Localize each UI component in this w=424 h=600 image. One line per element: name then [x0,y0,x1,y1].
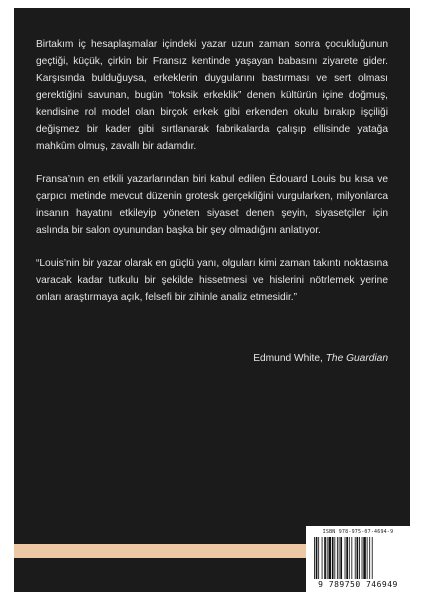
review-quote: “Louis’nin bir yazar olarak en güçlü yanı, olguları kimi zaman takıntı noktasına varacak kadar tutkulu bir şekilde hissetmesi ve hislerini nötrlemek yerine onları araştırmaya açık, felsefi bir zihinle analiz etmesidir.” [36,258,388,303]
barcode-bar [363,537,366,579]
barcode-bar [322,537,323,579]
blurb-paragraph-2: Fransa’nın en etkili yazarlarından biri kabul edilen Édouard Louis bu kısa ve çarpıcı metinde mevcut düzenin grotesk gerçekliğini vurgularken, milyonlarca insanın hayatını etkileyip yöneten siyaset denen şeyin, siyasetçiler için aslında bir salon oyunundan başka bir şey olmadığını anlatıyor. [36,174,388,236]
barcode-bar [339,537,340,579]
quote-attribution [36,353,388,364]
barcode-bar [314,537,315,579]
barcode-bar [367,537,368,579]
barcode-bar [318,537,319,579]
barcode-bar [349,537,350,579]
blurb-paragraph-1: Birtakım iç hesaplaşmalar içindeki yazar uzun zaman sonra çocukluğunun geçtiği, küçük, çirkin bir Fransız kentinde yaşayan babasını ziyarete gider. Karşısında bulduğuysa, erkeklerin duygularını bastırması ve sert olması gerektiğini savunan, bugün “toksik erkeklik” denen kültürün içine doğmuş, kendisine rol model olan birçok erkek gibi erkenden okulu bırakıp işçiliği değişmez bir kader gibi sırtlanarak fabrikalarda çalışıp ellisinde yatağa mahkûm olmuş, zavallı bir adamdır. [36,39,388,152]
barcode-bar [357,537,359,579]
barcode-bar [355,537,356,579]
barcode-bar [332,537,334,579]
barcode-bar [340,537,342,579]
blurb-text [36,36,388,322]
attribution-source: The Guardian [325,353,388,364]
barcode-bar [346,537,348,579]
barcode-bar [327,537,328,579]
barcode-bar [351,537,352,579]
isbn-text: ISBN 978-975-07-4694-9 [322,529,394,535]
barcode-digits: 9 789750 746949 [318,580,398,589]
attribution-author: Edmund White, [253,353,326,364]
barcode-bar [372,537,373,579]
barcode-bar [337,537,338,579]
barcode-bar [334,537,335,579]
barcode-bar [359,537,360,579]
barcode-bar [369,537,370,579]
barcode-bar [345,537,346,579]
barcode-bar [328,537,331,579]
barcode-bar [324,537,326,579]
book-back-cover [14,8,410,592]
barcode-bar [316,537,318,579]
barcode-bar [362,537,363,579]
barcode-graphic [314,537,402,579]
barcode-label [306,526,410,592]
